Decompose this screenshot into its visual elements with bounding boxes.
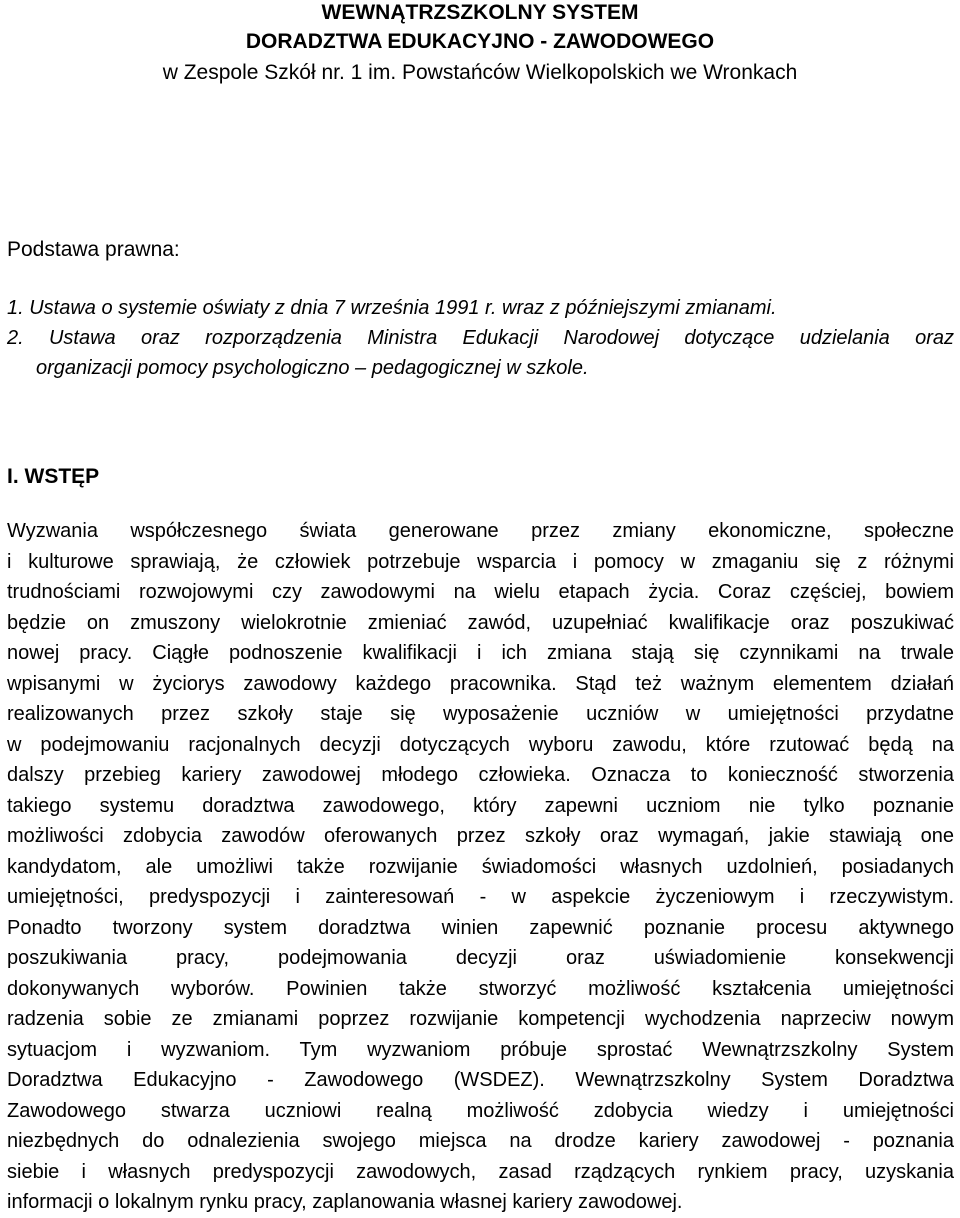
school-name: w Zespole Szkół nr. 1 im. Powstańców Wielkopolskich we Wronkach: [162, 61, 798, 84]
section-heading: I. WSTĘP: [7, 465, 100, 488]
body-line: nowej pracy. Ciągłe podnoszenie kwalifikacji i ich zmiana stają się czynnikami na trwale: [7, 642, 954, 664]
body-line: możliwości zdobycia zawodów oferowanych przez szkoły oraz wymagań, jakie stawiają one: [7, 825, 954, 847]
document-title: WEWNĄTRZSZKOLNY SYSTEM: [321, 1, 639, 24]
legal-basis-item-1: 1. Ustawa o systemie oświaty z dnia 7 września 1991 r. wraz z późniejszymi zmianami.: [7, 297, 777, 319]
legal-basis-label: Podstawa prawna:: [7, 238, 180, 261]
body-line: siebie i własnych predyspozycji zawodowych, zasad rządzących rynkiem pracy, uzyskania: [7, 1160, 954, 1183]
legal-basis-item-2-line-2: organizacji pomocy psychologiczno – pedagogicznej w szkole.: [36, 357, 589, 379]
body-line: Zawodowego stwarza uczniowi realną możliwość zdobycia wiedzy i umiejętności: [7, 1099, 954, 1122]
document-subtitle: DORADZTWA EDUKACYJNO - ZAWODOWEGO: [245, 30, 715, 53]
body-line: dalszy przebieg kariery zawodowej młodego człowieka. Oznacza to konieczność stworzenia: [7, 764, 954, 786]
body-line: sytuacjom i wyzwaniom. Tym wyzwaniom próbuje sprostać Wewnątrzszkolny System: [7, 1038, 954, 1061]
section-body: [7, 516, 954, 1218]
body-line: dokonywanych wyborów. Powinien także stworzyć możliwość kształcenia umiejętności: [7, 977, 954, 1000]
body-line: umiejętności, predyspozycji i zainteresowań - w aspekcie życzeniowym i rzeczywistym.: [7, 886, 954, 908]
body-line: niezbędnych do odnalezienia swojego miejsca na drodze kariery zawodowej - poznania: [7, 1130, 954, 1152]
body-line: takiego systemu doradztwa zawodowego, który zapewni uczniom nie tylko poznanie: [7, 794, 954, 817]
body-line: radzenia sobie ze zmianami poprzez rozwijanie kompetencji wychodzenia naprzeciw nowym: [7, 1008, 954, 1030]
body-line: trudnościami rozwojowymi czy zawodowymi na wielu etapach życia. Coraz częściej, bowiem: [7, 581, 954, 603]
body-line: Doradztwa Edukacyjno - Zawodowego (WSDEZ). Wewnątrzszkolny System Doradztwa: [7, 1069, 954, 1091]
body-line: realizowanych przez szkoły staje się wyposażenie uczniów w umiejętności przydatne: [7, 703, 954, 725]
body-line: Ponadto tworzony system doradztwa winien zapewnić poznanie procesu aktywnego: [7, 916, 954, 939]
body-line: będzie on zmuszony wielokrotnie zmieniać zawód, uzupełniać kwalifikacje oraz poszukiwać: [7, 611, 954, 634]
body-line: i kulturowe sprawiają, że człowiek potrzebuje wsparcia i pomocy w zmaganiu się z różnymi: [7, 550, 954, 573]
body-line: w podejmowaniu racjonalnych decyzji dotyczących wyboru zawodu, które rzutować będą na: [7, 733, 954, 756]
body-line: wpisanymi w życiorys zawodowy każdego pracownika. Stąd też ważnym elementem działań: [7, 672, 954, 695]
body-line: kandydatom, ale umożliwi także rozwijanie świadomości własnych uzdolnień, posiadanych: [7, 855, 954, 878]
body-line: informacji o lokalnym rynku pracy, zaplanowania własnej kariery zawodowej.: [7, 1191, 683, 1213]
body-line: Wyzwania współczesnego świata generowane przez zmiany ekonomiczne, społeczne: [7, 520, 954, 542]
legal-basis-item-2-line-1: 2. Ustawa oraz rozporządzenia Ministra Edukacji Narodowej dotyczące udzielania oraz: [7, 327, 954, 349]
body-line: poszukiwania pracy, podejmowania decyzji oraz uświadomienie konsekwencji: [7, 947, 954, 969]
